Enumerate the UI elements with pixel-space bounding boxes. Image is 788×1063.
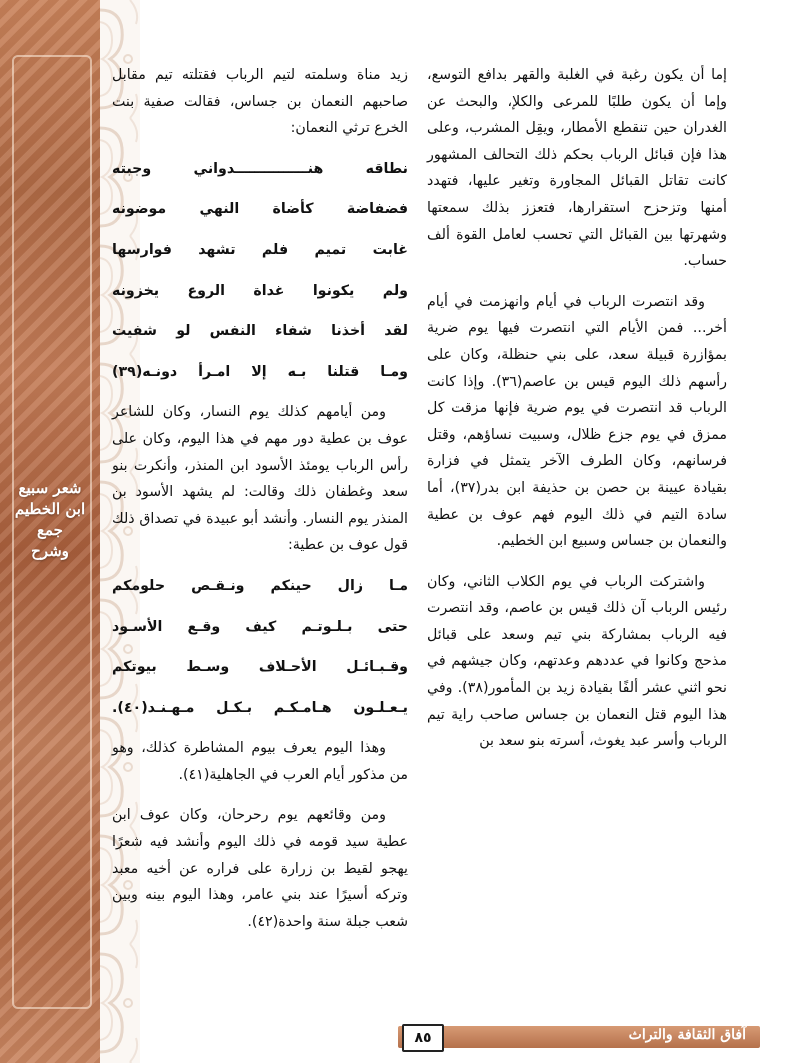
journal-name: آفاق الثقافة والتراث bbox=[628, 1027, 746, 1043]
body-paragraph: إما أن يكون رغبة في الغلبة والقهر بدافع التوسع، وإما أن يكون طلبًا للمرعى والكلإ، والبحث عن الغدران حين تنقطع الأمطار، ويقِل المشرب، وعلى هذا فإن قبائل الرباب بحكم ذلك التحالف المشهور كانت تقاتل القبائل المجاورة وتغير عليها، فتهدد أمنها وتزحزح استقرارها، فتعزز بذلك سمعتها وشهرتها بين القبائل التي تحسب لعامل القوة ألف حساب. bbox=[427, 67, 727, 270]
poem-verse: غابت تميم فلم تشهد فوارسها bbox=[112, 241, 408, 258]
side-title-line: جمع bbox=[37, 521, 63, 539]
body-paragraph: ومن أيامهم كذلك يوم النسار، وكان للشاعر عوف بن عطية دور مهم في هذا اليوم، وكان على رأس الرباب يومئذ الأسود ابن المنذر، وأنكرت بنو سعد وغطفان ذلك وقالت: لم يشهد الأسود بن المنذر يوم النسار. وأنشد أبو عبيدة في تصداق ذلك قول عوف بن عطية: bbox=[112, 404, 408, 554]
body-paragraph: زيد مناة وسلمته لتيم الرباب فقتلته تيم مقابل صاحبهم النعمان بن جساس، فقالت صفية بنت الخرع ترثي النعمان: bbox=[112, 67, 408, 137]
poem-verse: وقـبـائـل الأحـلاف وسـط بيوتكم bbox=[112, 659, 408, 676]
text-column-right bbox=[427, 62, 727, 769]
body-paragraph: وقد انتصرت الرباب في أيام وانهزمت في أيام أخر... فمن الأيام التي انتصرت فيها يوم ضرية بمؤازرة قبيلة سعد، على بني حنظلة، وكان على رأسهم ذلك اليوم قيس بن عاصم(٣٦). وإذا كانت الرباب قد انتصرت في يوم ضرية فإنها مزقت كل ممزق في يوم جزع ظلال، وسبيت نساؤهم، وقتل فرسانهم، وكان الطرف الآخر يتمثل في فزارة بقيادة عيينة بن حصن بن حذيفة ابن بدر(٣٧)، أما سادة التيم في ذلك اليوم فهم عوف بن عطية والنعمان بن جساس وسبيع ابن الخطيم. bbox=[427, 293, 728, 550]
poem-verse: فضفاضة كأضاة النهي موضونه bbox=[112, 201, 408, 218]
side-title-line: وشرح bbox=[31, 542, 69, 560]
poem-verse: حتى بـلـوتـم كيف وقـع الأسـود bbox=[112, 618, 408, 635]
poem-verse: يـعـلـون هـامـكـم بـكـل مـهـنـد(٤٠). bbox=[112, 699, 408, 716]
body-paragraph: ومن وقائعهم يوم رحرحان، وكان عوف ابن عطية سيد قومه في ذلك اليوم وأنشد فيه شعرًا يهجو لقيط بن زرارة على فراره عن أخيه معبد وتركه أسيرًا عند بني عامر، وهذا اليوم بينه وبين شعب جبلة سنة واحدة(٤٢). bbox=[112, 807, 408, 930]
text-column-left bbox=[112, 62, 408, 949]
decorative-side-band bbox=[0, 0, 100, 1063]
poem-verse: لقد أخذنا شفاء النفس لو شفيت bbox=[112, 323, 408, 340]
poem-verse: مـا زال حينكم ونـقـص حلومكم bbox=[112, 577, 408, 594]
poem-verse: ولم يكونوا غداة الروع يخزونه bbox=[112, 282, 408, 299]
body-paragraph: وهذا اليوم يعرف بيوم المشاطرة كذلك، وهو من مذكور أيام العرب في الجاهلية(٤١). bbox=[112, 740, 408, 783]
poem-verse: نطاقه هنـــــــــــــــدواني وجبته bbox=[112, 160, 408, 177]
body-paragraph: واشتركت الرباب في يوم الكلاب الثاني، وكان رئيس الرباب آن ذلك قيس بن عاصم، وقد انتصرت فيه الرباب بمشاركة بني تيم وسعد على قبائل مذحج وكانوا في عددهم وعدتهم، وكان جيشهم في نحو اثني عشر ألفًا بقيادة زيد بن المأمور(٣٨). وفي هذا اليوم قتل النعمان بن جساس صاحب راية تيم الرباب وأسر عبد يغوث، أسرته بنو سعد بن bbox=[427, 573, 728, 750]
poem-verse: ومـا قتلنا بـه إلا امـرأ دونـه(٣٩) bbox=[112, 363, 408, 380]
page-number: ٨٥ bbox=[402, 1024, 444, 1052]
journal-footer-bar bbox=[398, 1026, 760, 1048]
side-title-line: شعر سبيع bbox=[18, 479, 82, 497]
article-title-side bbox=[8, 478, 92, 562]
side-title-line: ابن الخطيم bbox=[14, 500, 86, 518]
